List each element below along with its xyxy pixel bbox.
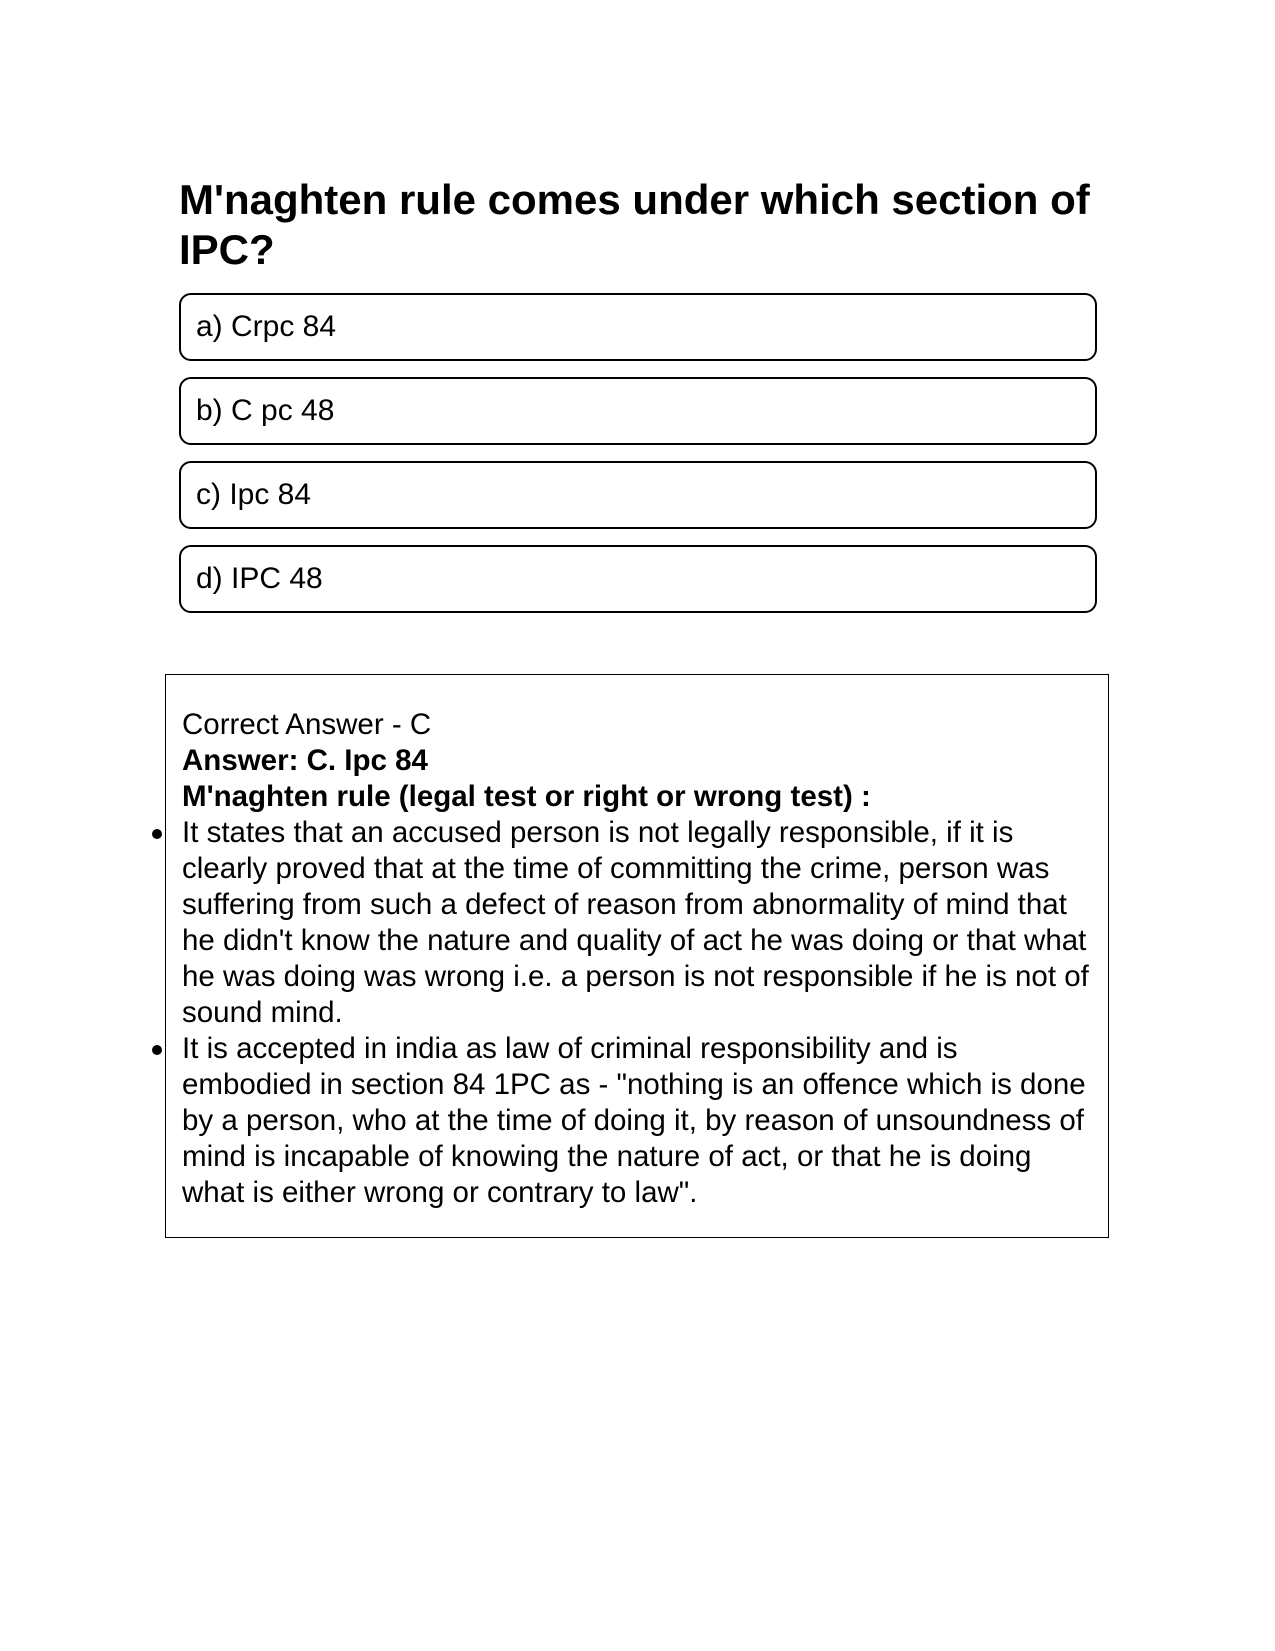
answer-line: Answer: C. Ipc 84	[182, 744, 428, 777]
list-item	[182, 1031, 1092, 1211]
explanation-heading: M'naghten rule (legal test or right or wrong test) :	[182, 780, 871, 813]
option-a[interactable]: a) Crpc 84	[179, 293, 1097, 361]
option-d[interactable]: d) IPC 48	[179, 545, 1097, 613]
bullet-icon	[152, 1045, 162, 1055]
explanation-point: It is accepted in india as law of criminal responsibility and is embodied in section 84 1PC as - "nothing is an offence which is done by a person, who at the time of doing it, by reason of unsoundness of mind is incapable of knowing the nature of act, or that he is doing what is either wrong or contrary to law".	[182, 1032, 1086, 1209]
option-c[interactable]: c) Ipc 84	[179, 461, 1097, 529]
answer-explanation-box	[165, 674, 1109, 1238]
options-list	[179, 293, 1097, 629]
question-title: M'naghten rule comes under which section of IPC?	[179, 176, 1090, 273]
list-item	[182, 815, 1092, 1031]
option-b[interactable]: b) C pc 48	[179, 377, 1097, 445]
explanation-point: It states that an accused person is not legally responsible, if it is clearly proved that at the time of committing the crime, person was suffering from such a defect of reason from abnormality of mind that he didn't know the nature and quality of act he was doing or that what he was doing was wrong i.e. a person is not responsible if he is not of sound mind.	[182, 816, 1089, 1029]
correct-answer-line: Correct Answer - C	[182, 708, 432, 741]
explanation-list	[182, 815, 1092, 1211]
bullet-icon	[152, 829, 162, 839]
